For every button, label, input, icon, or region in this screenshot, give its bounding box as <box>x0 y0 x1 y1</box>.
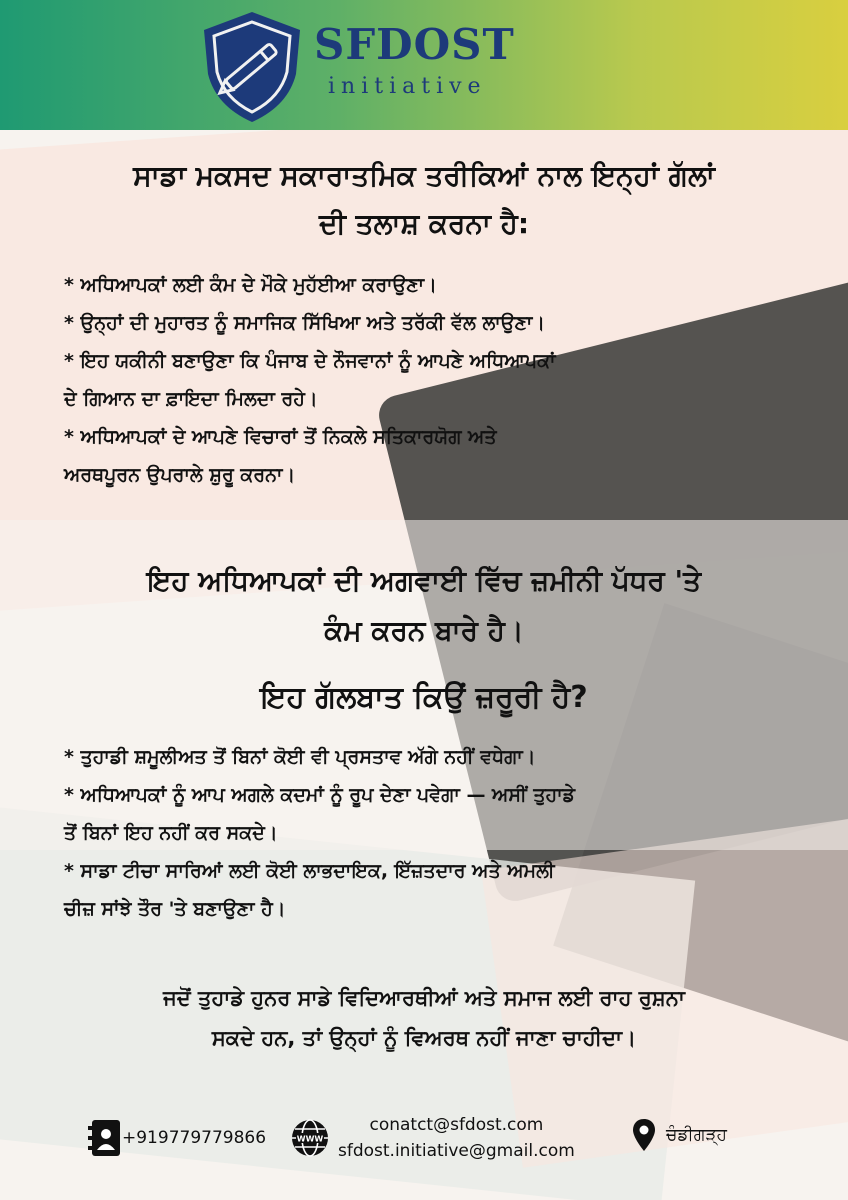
list-item: * ਉਨ੍ਹਾਂ ਦੀ ਮੁਹਾਰਤ ਨੂੰ ਸਮਾਜਿਕ ਸਿੱਖਿਆ ਅਤੇ ਤਰੱਕੀ ਵੱਲ ਲਾਉਣਾ। <box>64 312 546 334</box>
list-item: ਦੇ ਗਿਆਨ ਦਾ ਫ਼ਾਇਦਾ ਮਿਲਦਾ ਰਹੇ। <box>64 388 318 410</box>
phone-number: +919779779866 <box>122 1128 267 1148</box>
location-contact <box>632 1118 727 1152</box>
closing-line2: ਸਕਦੇ ਹਨ, ਤਾਂ ਉਨ੍ਹਾਂ ਨੂੰ ਵਿਅਰਥ ਨਹੀਂ ਜਾਣਾ ਚਾਹੀਦਾ। <box>211 1026 637 1050</box>
shield-pen-logo-icon <box>196 8 308 126</box>
globe-icon <box>290 1118 330 1158</box>
reasons-list <box>64 738 804 928</box>
phone-book-icon <box>88 1118 122 1158</box>
list-item: ਤੋਂ ਬਿਨਾਂ ਇਹ ਨਹੀਂ ਕਰ ਸਕਦੇ। <box>64 822 278 844</box>
map-pin-icon <box>632 1118 656 1152</box>
header-banner <box>0 0 848 130</box>
section1-heading-line2: ਦੀ ਤਲਾਸ਼ ਕਰਨਾ ਹੈ: <box>318 207 530 240</box>
section2-heading-line1: ਇਹ ਅਧਿਆਪਕਾਂ ਦੀ ਅਗਵਾਈ ਵਿੱਚ ਜ਼ਮੀਨੀ ਪੱਧਰ 'ਤੇ <box>146 564 702 597</box>
section1-heading <box>40 152 808 248</box>
section2-heading <box>40 556 808 656</box>
closing-statement <box>40 978 808 1058</box>
goals-list <box>64 266 804 494</box>
list-item: * ਅਧਿਆਪਕਾਂ ਨੂੰ ਆਪ ਅਗਲੇ ਕਦਮਾਂ ਨੂੰ ਰੂਪ ਦੇਣਾ ਪਵੇਗਾ — ਅਸੀਂ ਤੁਹਾਡੇ <box>64 784 576 806</box>
list-item: * ਅਧਿਆਪਕਾਂ ਲਈ ਕੰਮ ਦੇ ਮੌਕੇ ਮੁਹੱਈਆ ਕਰਾਉਣਾ। <box>64 274 437 296</box>
section1-heading-line1: ਸਾਡਾ ਮਕਸਦ ਸਕਾਰਾਤਮਿਕ ਤਰੀਕਿਆਂ ਨਾਲ ਇਨ੍ਹਾਂ ਗੱਲਾਂ <box>133 159 715 192</box>
email-contact[interactable] <box>290 1112 575 1164</box>
list-item: ਅਰਥਪੂਰਨ ਉਪਰਾਲੇ ਸ਼ੁਰੂ ਕਰਨਾ। <box>64 464 296 486</box>
list-item: * ਅਧਿਆਪਕਾਂ ਦੇ ਆਪਣੇ ਵਿਚਾਰਾਂ ਤੋਂ ਨਿਕਲੇ ਸਤਿਕਾਰਯੋਗ ਅਤੇ <box>64 426 497 448</box>
list-item: ਚੀਜ਼ ਸਾਂਝੇ ਤੌਰ 'ਤੇ ਬਣਾਉਣਾ ਹੈ। <box>64 898 286 920</box>
email-primary[interactable]: conatct@sfdost.com <box>369 1115 544 1135</box>
email-secondary[interactable]: sfdost.initiative@gmail.com <box>338 1141 575 1161</box>
logo-subtitle: initiative <box>328 74 487 99</box>
logo-name: SFDOST <box>314 20 515 69</box>
list-item: * ਤੁਹਾਡੀ ਸ਼ਮੂਲੀਅਤ ਤੋਂ ਬਿਨਾਂ ਕੋਈ ਵੀ ਪ੍ਰਸਤਾਵ ਅੱਗੇ ਨਹੀਂ ਵਧੇਗਾ। <box>64 746 536 768</box>
section2-heading-line2: ਕੰਮ ਕਰਨ ਬਾਰੇ ਹੈ। <box>324 614 524 647</box>
location-text: ਚੰਡੀਗੜ੍ਹ <box>666 1125 727 1145</box>
list-item: * ਇਹ ਯਕੀਨੀ ਬਣਾਉਣਾ ਕਿ ਪੰਜਾਬ ਦੇ ਨੌਜਵਾਨਾਂ ਨੂੰ ਆਪਣੇ ਅਧਿਆਪਕਾਂ <box>64 350 556 372</box>
closing-line1: ਜਦੋਂ ਤੁਹਾਡੇ ਹੁਨਰ ਸਾਡੇ ਵਿਦਿਆਰਥੀਆਂ ਅਤੇ ਸਮਾਜ ਲਈ ਰਾਹ ਰੁਸ਼ਨਾ <box>163 986 685 1010</box>
contact-footer <box>0 1100 848 1190</box>
phone-contact[interactable] <box>88 1118 266 1158</box>
svg-text:WWW: WWW <box>296 1134 324 1144</box>
section3-heading: ਇਹ ਗੱਲਬਾਤ ਕਿਉਂ ਜ਼ਰੂਰੀ ਹੈ? <box>260 680 588 715</box>
list-item: * ਸਾਡਾ ਟੀਚਾ ਸਾਰਿਆਂ ਲਈ ਕੋਈ ਲਾਭਦਾਇਕ, ਇੱਜ਼ਤਦਾਰ ਅਤੇ ਅਮਲੀ <box>64 860 555 882</box>
